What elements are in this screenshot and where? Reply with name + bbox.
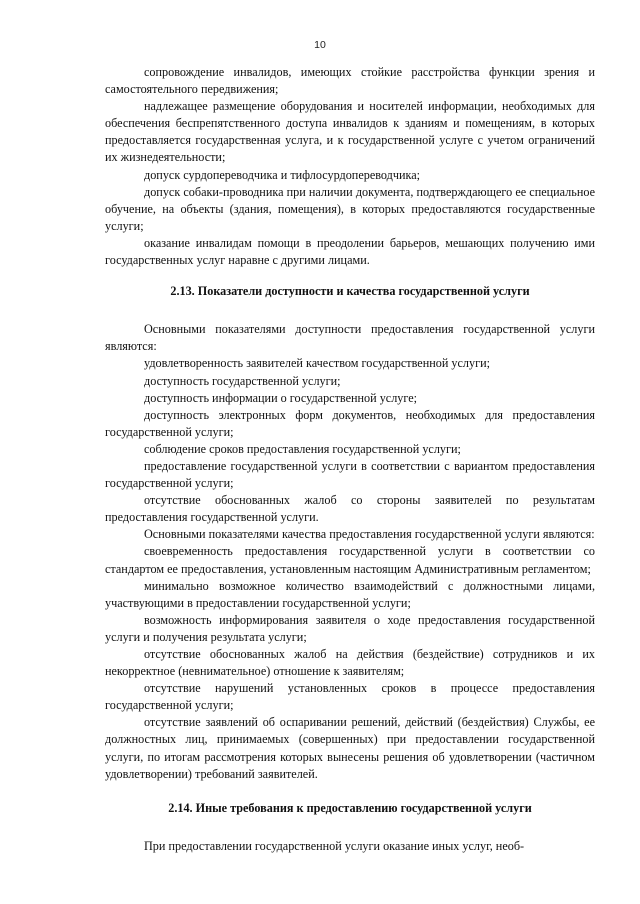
paragraph: допуск сурдопереводчика и тифлосурдопереводчика;: [144, 167, 421, 182]
section-heading-2-13: 2.13. Показатели доступности и качества государственной услуги: [170, 284, 530, 299]
paragraph: минимально возможное количество взаимодействий с должностными лицами, участвующими в предоставлении государственной услуги;: [105, 578, 595, 610]
section-heading-2-14: 2.14. Иные требования к предоставлению государственной услуги: [168, 800, 532, 815]
paragraph: сопровождение инвалидов, имеющих стойкие расстройства функции зрения и самостоятельного передвижения;: [105, 65, 595, 97]
paragraph: Основными показателями доступности предоставления государственной услуги являются:: [105, 322, 595, 354]
paragraph: отсутствие нарушений установленных сроков в процессе предоставления государственной услуги;: [105, 681, 595, 713]
paragraph: доступность государственной услуги;: [144, 373, 341, 388]
paragraph: своевременность предоставления государственной услуги в соответствии со стандартом ее предоставления, установленным настоящим Административным регламентом;: [105, 544, 595, 576]
paragraph: предоставление государственной услуги в соответствии с вариантом предоставления государственной услуги;: [105, 458, 595, 491]
paragraph: оказание инвалидам помощи в преодолении барьеров, мешающих получению ими государственных услуг наравне с другими лицами.: [105, 235, 595, 268]
page-number: 10: [314, 39, 326, 51]
paragraph: допуск собаки-проводника при наличии документа, подтверждающего ее специальное обучение, на объекты (здания, помещения), в которых предоставляются государственные услуги;: [105, 184, 595, 233]
document-body: [105, 64, 595, 855]
paragraph: доступность электронных форм документов, необходимых для предоставления государственной услуги;: [105, 407, 595, 439]
paragraph: соблюдение сроков предоставления государственной услуги;: [144, 441, 461, 456]
paragraph: Основными показателями качества предоставления государственной услуги являются:: [144, 527, 595, 542]
paragraph: отсутствие обоснованных жалоб на действия (бездействие) сотрудников и их некорректное (невнимательное) отношение к заявителям;: [105, 647, 595, 679]
paragraph: надлежащее размещение оборудования и носителей информации, необходимых для обеспечения беспрепятственного доступа инвалидов к зданиям и помещениям, в которых предоставляется государственная услуга, и к государственной услуге с учетом ограничений их жизнедеятельности;: [105, 99, 595, 165]
paragraph: возможность информирования заявителя о ходе предоставления государственной услуги и получения результата услуги;: [105, 612, 595, 644]
paragraph: При предоставлении государственной услуги оказание иных услуг, необ-: [144, 838, 525, 853]
paragraph: отсутствие обоснованных жалоб со стороны заявителей по результатам предоставления государственной услуги.: [105, 493, 595, 525]
paragraph: удовлетворенность заявителей качеством государственной услуги;: [144, 356, 491, 371]
paragraph: доступность информации о государственной услуге;: [144, 390, 418, 405]
paragraph: отсутствие заявлений об оспаривании решений, действий (бездействия) Службы, ее должностных лиц, принимаемых (совершенных) при предоставлении государственной услуги, по итогам рассмотрения которых вынесены решения об удовлетворении (частичном удовлетворении) требований заявителей.: [105, 715, 595, 781]
